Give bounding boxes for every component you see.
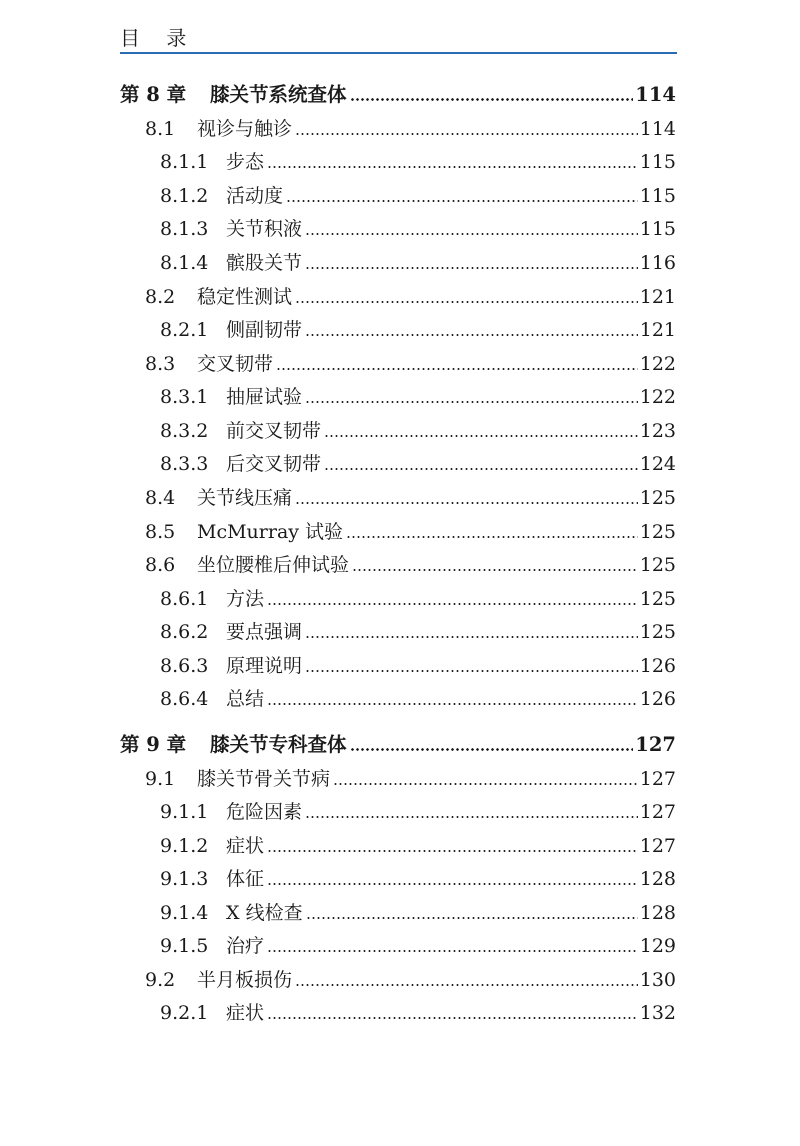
toc-entry[interactable] [160, 995, 676, 1025]
dot-leader [305, 401, 638, 403]
toc-entry-title: 膝关节系统查体 [210, 83, 347, 106]
toc-entry-number: 9.1 [145, 768, 176, 790]
toc-entry-title: 症状 [226, 835, 265, 857]
toc-entry-page: 116 [639, 252, 676, 274]
dot-leader [305, 267, 638, 269]
toc-chapter-entry[interactable] [120, 727, 676, 757]
toc-entry-page: 115 [639, 185, 676, 207]
toc-entry-page: 126 [639, 655, 676, 677]
dot-leader [267, 950, 638, 952]
toc-entry-page: 127 [639, 801, 676, 823]
toc-entry[interactable] [145, 962, 676, 992]
toc-entry-title: 体征 [226, 868, 265, 890]
toc-entry-number: 9.1.1 [160, 801, 209, 823]
toc-entry[interactable] [145, 346, 676, 376]
toc-entry-number: 8.1.2 [160, 185, 209, 207]
dot-leader [267, 1017, 638, 1019]
toc-entry-number: 8.6.2 [160, 621, 209, 643]
toc-entry-title: 治疗 [226, 935, 265, 957]
toc-entry[interactable] [160, 312, 676, 342]
toc-entry-number: 9.1.4 [160, 902, 209, 924]
toc-entry-page: 122 [639, 386, 676, 408]
dot-leader [350, 98, 634, 101]
toc-entry[interactable] [145, 480, 676, 510]
toc-entry[interactable] [160, 895, 676, 925]
toc-entry-number: 第 9 章 [120, 733, 187, 756]
dot-leader [267, 883, 638, 885]
toc-entry-title: 坐位腰椎后伸试验 [197, 554, 350, 576]
dot-leader [305, 334, 638, 336]
toc-entry-page: 115 [639, 218, 676, 240]
dot-leader [295, 133, 638, 135]
toc-entry-number: 8.5 [145, 521, 176, 543]
toc-entry-number: 8.1.3 [160, 218, 209, 240]
dot-leader [305, 233, 638, 235]
dot-leader [267, 603, 638, 605]
toc-entry-title: 步态 [226, 151, 265, 173]
toc-entry-page: 114 [635, 83, 676, 106]
toc-entry-title: 半月板损伤 [197, 969, 293, 991]
toc-entry-number: 8.4 [145, 487, 176, 509]
dot-leader [305, 816, 638, 818]
toc-entry[interactable] [160, 178, 676, 208]
dot-leader [324, 435, 638, 437]
toc-entry-number: 8.1.1 [160, 151, 209, 173]
toc-entry[interactable] [160, 446, 676, 476]
toc-entry-title: 稳定性测试 [197, 286, 293, 308]
toc-entry-page: 127 [635, 733, 676, 756]
toc-entry[interactable] [160, 413, 676, 443]
toc-entry-number: 9.1.5 [160, 935, 209, 957]
toc-entry[interactable] [145, 761, 676, 791]
toc-entry-number: 8.1.4 [160, 252, 209, 274]
toc-entry-page: 121 [639, 286, 676, 308]
toc-entry-number: 第 8 章 [120, 83, 187, 106]
toc-entry[interactable] [160, 379, 676, 409]
toc-entry[interactable] [145, 111, 676, 141]
toc-entry-page: 125 [639, 554, 676, 576]
dot-leader [295, 301, 638, 303]
dot-leader [346, 536, 638, 538]
toc-entry-number: 8.2 [145, 286, 176, 308]
toc-entry-title: 要点强调 [226, 621, 303, 643]
toc-entry-page: 132 [639, 1002, 676, 1024]
toc-entry-page: 127 [639, 768, 676, 790]
toc-entry-number: 8.2.1 [160, 319, 209, 341]
toc-entry-page: 125 [639, 621, 676, 643]
toc-entry-page: 128 [639, 902, 676, 924]
toc-entry[interactable] [160, 581, 676, 611]
toc-entry-title: 侧副韧带 [226, 319, 303, 341]
toc-entry-number: 8.3.2 [160, 420, 209, 442]
toc-entry-page: 124 [639, 453, 676, 475]
dot-leader [286, 200, 638, 202]
dot-leader [267, 166, 638, 168]
dot-leader [352, 569, 638, 571]
toc-entry[interactable] [160, 861, 676, 891]
toc-entry[interactable] [160, 681, 676, 711]
toc-entry-number: 9.1.3 [160, 868, 209, 890]
toc-entry-number: 8.6 [145, 554, 176, 576]
dot-leader [295, 984, 638, 986]
toc-entry-number: 9.2.1 [160, 1002, 209, 1024]
toc-entry-title: 症状 [226, 1002, 265, 1024]
dot-leader [350, 748, 634, 751]
toc-entry-title: 关节线压痛 [197, 487, 293, 509]
toc-entry-title: 膝关节专科查体 [210, 733, 347, 756]
toc-entry-page: 129 [639, 935, 676, 957]
toc-entry[interactable] [160, 828, 676, 858]
toc-entry[interactable] [160, 211, 676, 241]
toc-entry-title: 交叉韧带 [197, 353, 274, 375]
toc-entry[interactable] [160, 928, 676, 958]
dot-leader [276, 368, 638, 370]
toc-entry-page: 115 [639, 151, 676, 173]
toc-entry-title: 方法 [226, 588, 265, 610]
toc-entry-page: 127 [639, 835, 676, 857]
toc-entry-title: 后交叉韧带 [226, 453, 322, 475]
toc-entry-number: 8.3.3 [160, 453, 209, 475]
toc-entry-title: 活动度 [226, 185, 284, 207]
toc-entry-number: 8.6.4 [160, 688, 209, 710]
toc-entry-title: 前交叉韧带 [226, 420, 322, 442]
dot-leader [306, 917, 638, 919]
running-header: 目 录 [120, 26, 197, 50]
toc-chapter-entry[interactable] [120, 77, 676, 107]
toc-entry[interactable] [145, 547, 676, 577]
toc-entry[interactable] [160, 648, 676, 678]
toc-entry-number: 8.6.1 [160, 588, 209, 610]
toc-entry-number: 8.6.3 [160, 655, 209, 677]
toc-entry-title: 危险因素 [226, 801, 303, 823]
toc-entry[interactable] [160, 614, 676, 644]
toc-entry[interactable] [160, 144, 676, 174]
toc-entry-page: 122 [639, 353, 676, 375]
toc-entry-number: 8.1 [145, 118, 176, 140]
toc-entry-number: 9.2 [145, 969, 176, 991]
toc-entry-title: 视诊与触诊 [197, 118, 293, 140]
toc-entry-title: 膝关节骨关节病 [197, 768, 331, 790]
dot-leader [295, 502, 638, 504]
toc-entry-title: McMurray 试验 [197, 521, 344, 543]
toc-entry-title: 抽屉试验 [226, 386, 303, 408]
toc-entry[interactable] [145, 279, 676, 309]
toc-entry-title: 关节积液 [226, 218, 303, 240]
toc-entry-number: 8.3 [145, 353, 176, 375]
toc-entry-title: X 线检查 [226, 902, 303, 924]
dot-leader [333, 783, 638, 785]
toc-entry-page: 123 [639, 420, 676, 442]
dot-leader [305, 670, 638, 672]
toc-entry-title: 原理说明 [226, 655, 303, 677]
dot-leader [267, 850, 638, 852]
dot-leader [305, 636, 638, 638]
toc-entry-title: 髌股关节 [226, 252, 303, 274]
toc-entry-page: 114 [639, 118, 676, 140]
toc-entry-page: 125 [639, 521, 676, 543]
dot-leader [267, 703, 638, 705]
dot-leader [324, 468, 638, 470]
toc-entry[interactable] [160, 794, 676, 824]
toc-entry-title: 总结 [226, 688, 265, 710]
toc-entry-page: 130 [639, 969, 676, 991]
toc-entry-number: 8.3.1 [160, 386, 209, 408]
toc-entry-page: 125 [639, 588, 676, 610]
toc-entry[interactable] [145, 514, 676, 544]
toc-entry-page: 125 [639, 487, 676, 509]
toc-entry[interactable] [160, 245, 676, 275]
toc-entry-page: 128 [639, 868, 676, 890]
toc-entry-page: 121 [639, 319, 676, 341]
toc-entry-page: 126 [639, 688, 676, 710]
toc-entry-number: 9.1.2 [160, 835, 209, 857]
